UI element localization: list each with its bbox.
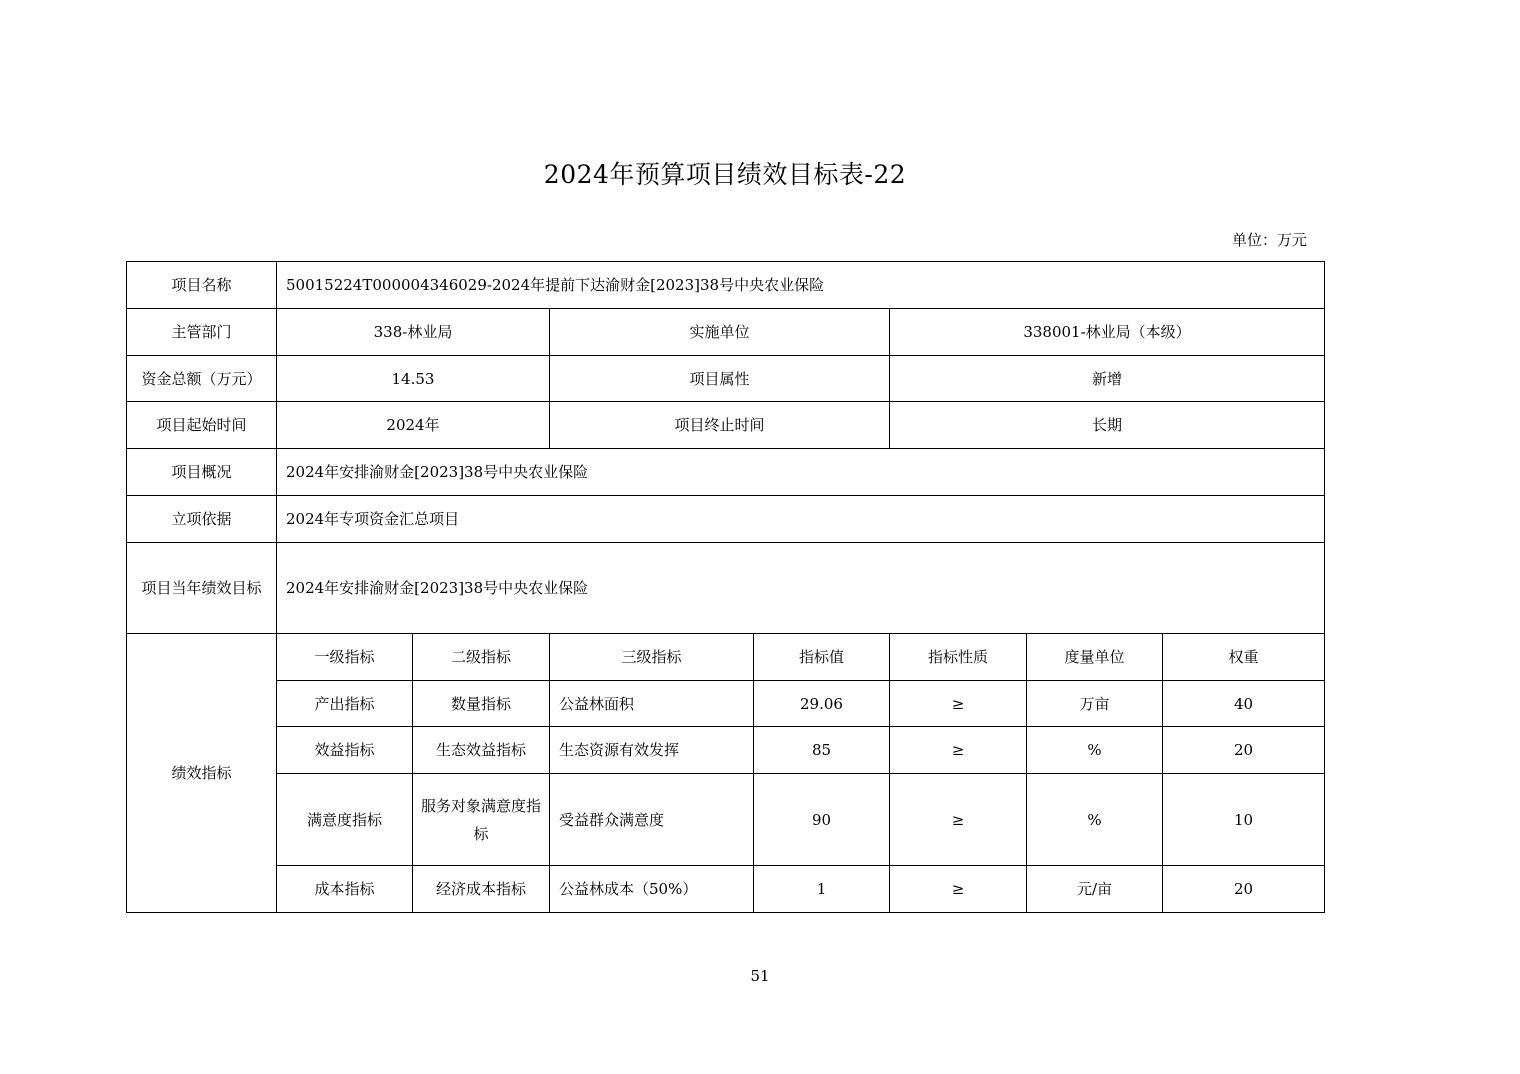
goal-label: 项目当年绩效目标 bbox=[127, 543, 277, 634]
row-dept bbox=[127, 309, 1325, 356]
overview-value: 2024年安排渝财金[2023]38号中央农业保险 bbox=[277, 449, 1325, 496]
weight-cell: 10 bbox=[1163, 774, 1325, 866]
value-cell: 29.06 bbox=[754, 681, 890, 727]
row-funds bbox=[127, 356, 1325, 402]
weight-cell: 20 bbox=[1163, 866, 1325, 913]
start-time-label: 项目起始时间 bbox=[127, 402, 277, 449]
unit-label: 单位：万元 bbox=[1232, 231, 1308, 249]
unit-cell: 元/亩 bbox=[1027, 866, 1163, 913]
weight-cell: 20 bbox=[1163, 727, 1325, 774]
row-overview bbox=[127, 449, 1325, 496]
level2-cell: 数量指标 bbox=[413, 681, 550, 727]
funds-value: 14.53 bbox=[277, 356, 550, 402]
level3-cell: 公益林面积 bbox=[550, 681, 754, 727]
level1-cell: 成本指标 bbox=[277, 866, 413, 913]
end-time-label: 项目终止时间 bbox=[550, 402, 890, 449]
level1-cell: 满意度指标 bbox=[277, 774, 413, 866]
value-cell: 90 bbox=[754, 774, 890, 866]
project-name-value: 50015224T000004346029-2024年提前下达渝财金[2023]38号中央农业保险 bbox=[277, 262, 1325, 309]
funds-label: 资金总额（万元） bbox=[127, 356, 277, 402]
impl-unit-value: 338001-林业局（本级） bbox=[890, 309, 1325, 356]
level3-cell: 生态资源有效发挥 bbox=[550, 727, 754, 774]
level1-cell: 效益指标 bbox=[277, 727, 413, 774]
indicator-header-row bbox=[127, 634, 1325, 681]
row-basis bbox=[127, 496, 1325, 543]
indicator-row bbox=[127, 681, 1325, 727]
header-nature: 指标性质 bbox=[890, 634, 1027, 681]
basis-label: 立项依据 bbox=[127, 496, 277, 543]
unit-cell: % bbox=[1027, 774, 1163, 866]
level2-cell: 生态效益指标 bbox=[413, 727, 550, 774]
level1-cell: 产出指标 bbox=[277, 681, 413, 727]
nature-cell: ≥ bbox=[890, 727, 1027, 774]
dept-label: 主管部门 bbox=[127, 309, 277, 356]
indicator-row bbox=[127, 774, 1325, 866]
start-time-value: 2024年 bbox=[277, 402, 550, 449]
end-time-value: 长期 bbox=[890, 402, 1325, 449]
header-value: 指标值 bbox=[754, 634, 890, 681]
overview-label: 项目概况 bbox=[127, 449, 277, 496]
value-cell: 1 bbox=[754, 866, 890, 913]
level3-cell: 受益群众满意度 bbox=[550, 774, 754, 866]
basis-value: 2024年专项资金汇总项目 bbox=[277, 496, 1325, 543]
row-time bbox=[127, 402, 1325, 449]
impl-unit-label: 实施单位 bbox=[550, 309, 890, 356]
header-weight: 权重 bbox=[1163, 634, 1325, 681]
header-level2: 二级指标 bbox=[413, 634, 550, 681]
nature-cell: ≥ bbox=[890, 774, 1027, 866]
level2-cell: 经济成本指标 bbox=[413, 866, 550, 913]
row-project-name bbox=[127, 262, 1325, 309]
level3-cell: 公益林成本（50%） bbox=[550, 866, 754, 913]
indicator-row bbox=[127, 727, 1325, 774]
nature-cell: ≥ bbox=[890, 866, 1027, 913]
performance-table bbox=[126, 261, 1325, 913]
attr-value: 新增 bbox=[890, 356, 1325, 402]
header-level3: 三级指标 bbox=[550, 634, 754, 681]
goal-value: 2024年安排渝财金[2023]38号中央农业保险 bbox=[277, 543, 1325, 634]
unit-cell: 万亩 bbox=[1027, 681, 1163, 727]
row-goal bbox=[127, 543, 1325, 634]
value-cell: 85 bbox=[754, 727, 890, 774]
indicator-row bbox=[127, 866, 1325, 913]
page-number: 51 bbox=[750, 967, 770, 985]
unit-cell: % bbox=[1027, 727, 1163, 774]
attr-label: 项目属性 bbox=[550, 356, 890, 402]
nature-cell: ≥ bbox=[890, 681, 1027, 727]
level2-cell: 服务对象满意度指标 bbox=[413, 774, 550, 866]
header-level1: 一级指标 bbox=[277, 634, 413, 681]
header-unit: 度量单位 bbox=[1027, 634, 1163, 681]
dept-value: 338-林业局 bbox=[277, 309, 550, 356]
indicators-section-label: 绩效指标 bbox=[127, 634, 277, 913]
weight-cell: 40 bbox=[1163, 681, 1325, 727]
page-title: 2024年预算项目绩效目标表-22 bbox=[543, 160, 907, 189]
project-name-label: 项目名称 bbox=[127, 262, 277, 309]
